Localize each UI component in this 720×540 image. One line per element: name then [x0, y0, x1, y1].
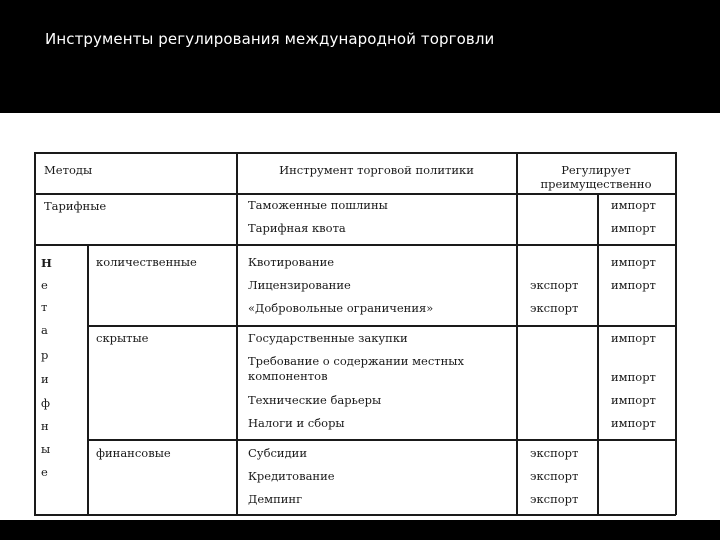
table-border-bottom	[34, 514, 676, 516]
header-regulates-line1: Регулирует	[561, 163, 631, 177]
tariff-import-1: импорт	[611, 198, 656, 212]
quantitative-instrument-1: Квотирование	[248, 255, 335, 269]
hidden-import-1: импорт	[611, 331, 656, 345]
hidden-import-3: импорт	[611, 393, 656, 407]
header-regulates-line2: преимущественно	[540, 177, 652, 191]
tariff-instrument-1: Таможенные пошлины	[248, 198, 388, 212]
tariff-instrument-2: Тарифная квота	[248, 221, 346, 235]
nontariff-letter: т	[41, 300, 48, 314]
hidden-instrument-4: Налоги и сборы	[248, 416, 345, 430]
header-methods: Методы	[44, 163, 93, 177]
export-import-divider	[597, 193, 599, 515]
nontariff-letter: е	[41, 278, 48, 292]
nontariff-letter: и	[41, 372, 49, 386]
table-border-top	[34, 152, 676, 154]
nontariff-letter: н	[41, 419, 49, 433]
table-border-right	[675, 152, 677, 515]
nontariff-label-divider	[87, 244, 89, 515]
nontariff-letter: е	[41, 465, 48, 479]
nontariff-letter: Н	[41, 256, 52, 270]
financial-export-1: экспорт	[530, 446, 579, 460]
financial-label: финансовые	[96, 446, 171, 460]
slide-bottom-strip	[0, 520, 720, 540]
financial-export-2: экспорт	[530, 469, 579, 483]
hidden-instrument-3: Технические барьеры	[248, 393, 382, 407]
header-instrument: Инструмент торговой политики	[279, 163, 474, 177]
quantitative-instrument-2: Лицензирование	[248, 278, 351, 292]
instrument-export-divider	[516, 152, 518, 515]
hidden-instrument-1: Государственные закупки	[248, 331, 408, 345]
quantitative-hidden-divider	[87, 325, 676, 327]
slide-title: Инструменты регулирования международной торговли	[45, 30, 495, 48]
quantitative-label: количественные	[96, 255, 197, 269]
financial-instrument-1: Субсидии	[248, 446, 308, 460]
quantitative-import-1: импорт	[611, 255, 656, 269]
table-header-divider	[34, 193, 676, 195]
hidden-import-4: импорт	[611, 416, 656, 430]
hidden-import-2: импорт	[611, 370, 656, 384]
table-border-left	[34, 152, 36, 515]
quantitative-export-2: экспорт	[530, 278, 579, 292]
tariff-section-divider	[34, 244, 676, 246]
nontariff-letter: р	[41, 348, 49, 362]
hidden-financial-divider	[87, 439, 676, 441]
financial-export-3: экспорт	[530, 492, 579, 506]
financial-instrument-3: Демпинг	[248, 492, 303, 506]
quantitative-export-3: экспорт	[530, 301, 579, 315]
tariff-import-2: импорт	[611, 221, 656, 235]
quantitative-import-2: импорт	[611, 278, 656, 292]
quantitative-instrument-3: «Добровольные ограничения»	[248, 301, 434, 315]
methods-instrument-divider	[236, 152, 238, 515]
hidden-instrument-2-line2: компонентов	[248, 369, 328, 383]
hidden-instrument-2-line1: Требование о содержании местных	[248, 354, 464, 368]
nontariff-letter: а	[41, 323, 48, 337]
nontariff-letter: ф	[41, 396, 51, 410]
hidden-label: скрытые	[96, 331, 149, 345]
nontariff-letter: ы	[41, 442, 51, 456]
tariff-method-label: Тарифные	[44, 199, 107, 213]
financial-instrument-2: Кредитование	[248, 469, 335, 483]
